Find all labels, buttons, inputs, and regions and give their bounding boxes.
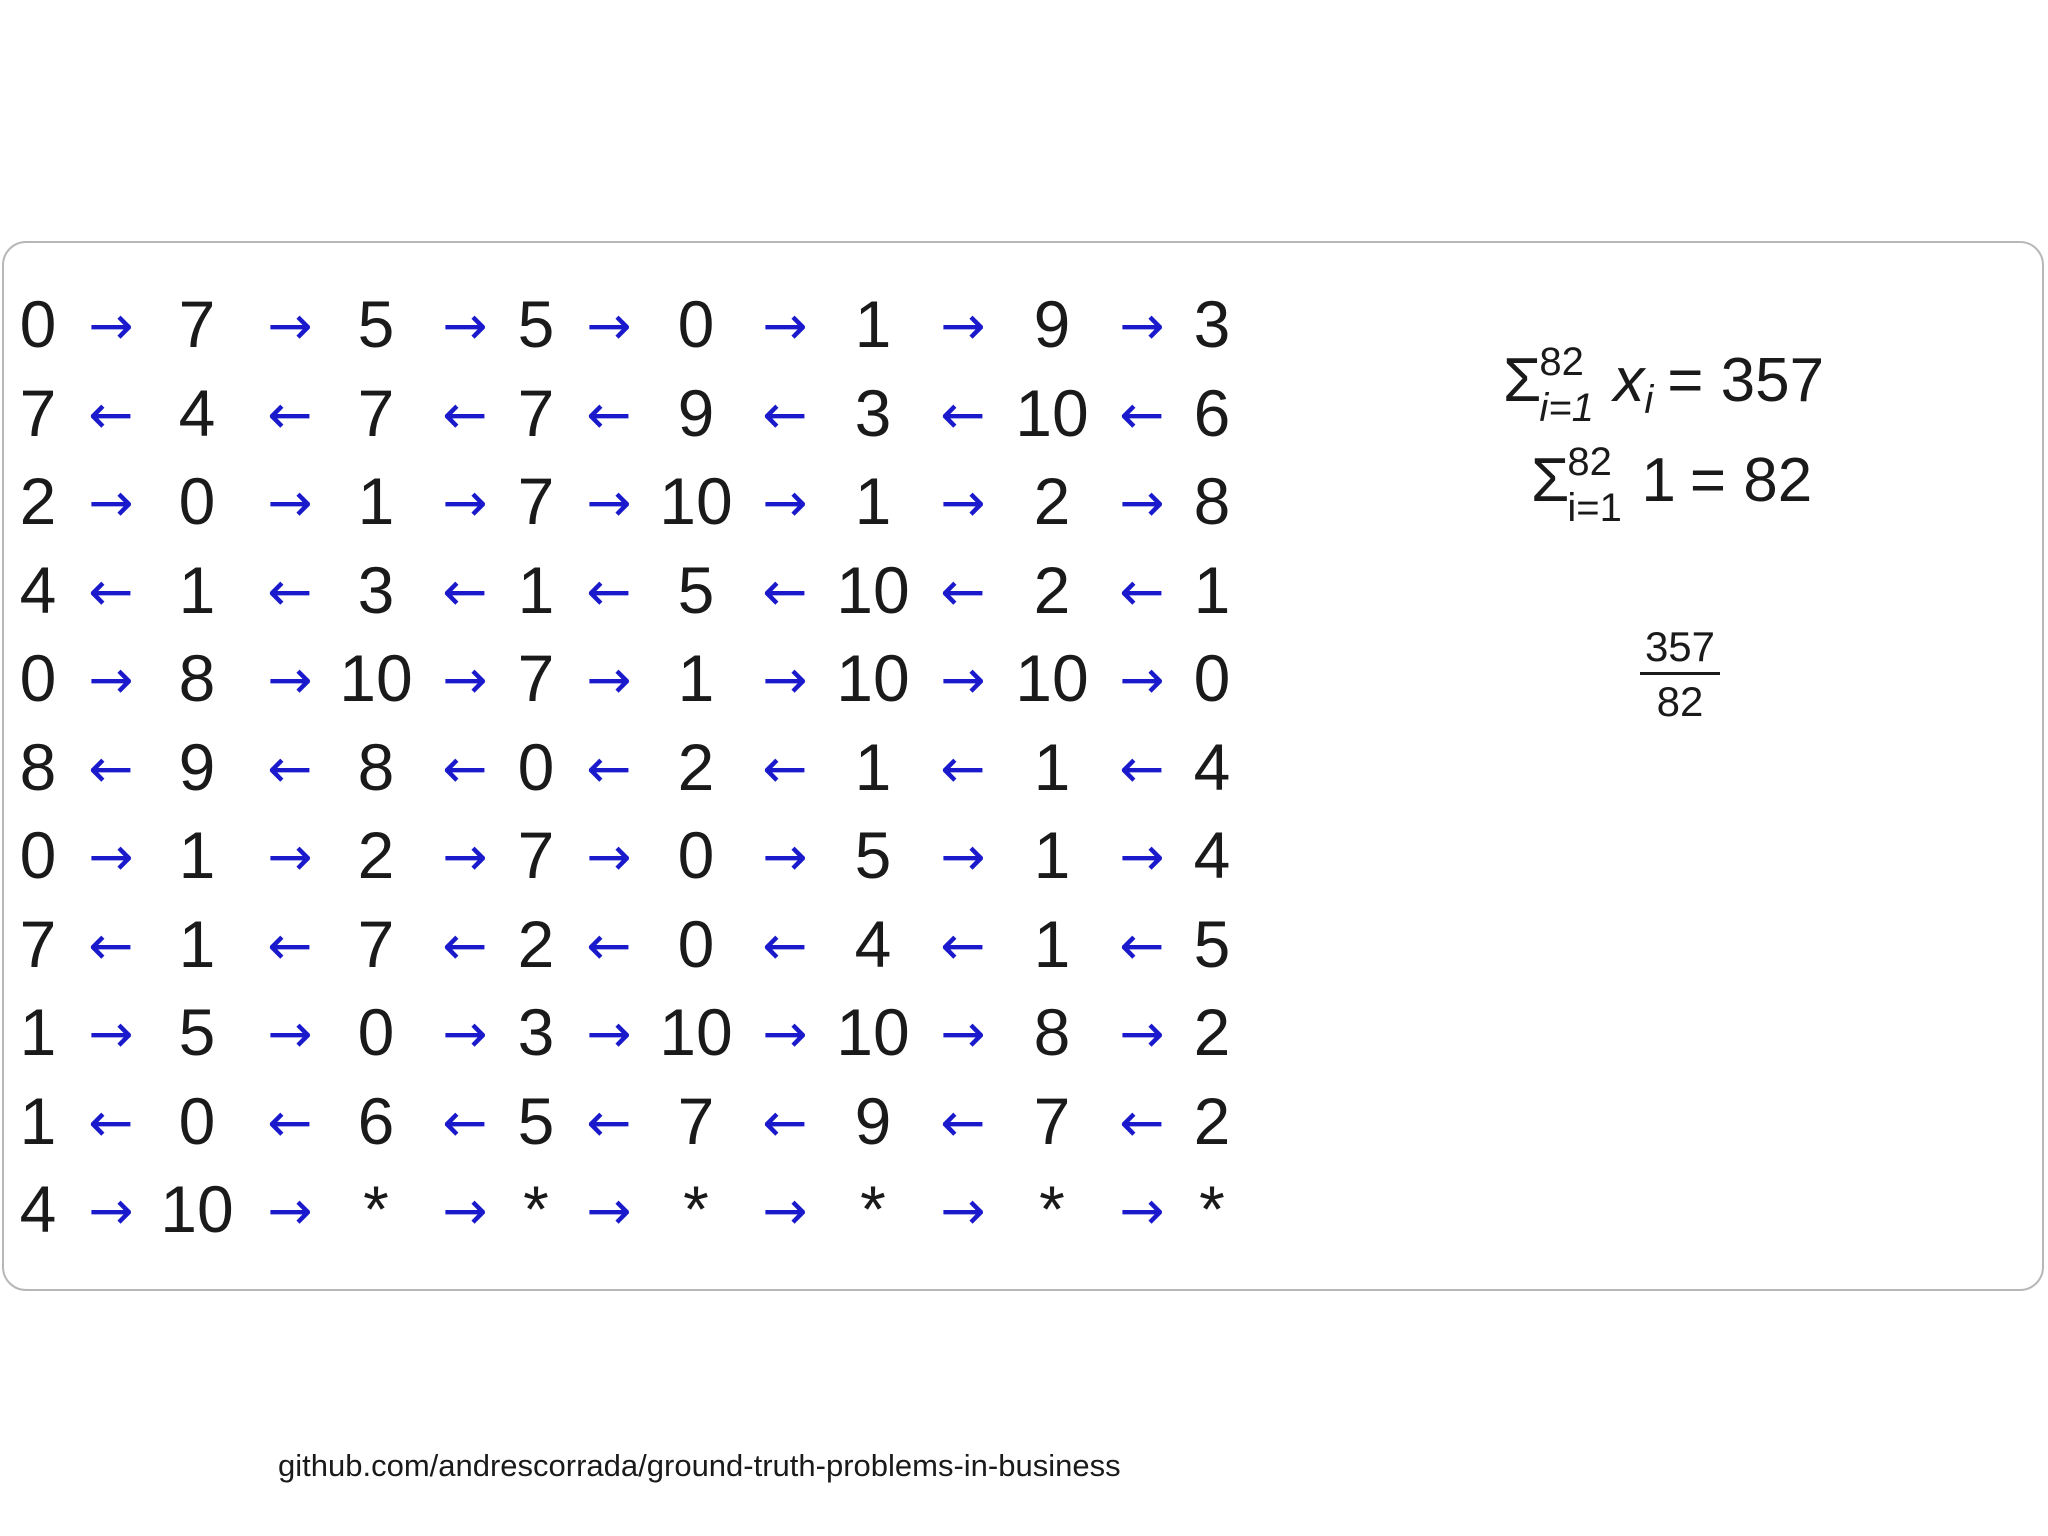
right-arrow-icon: →: [940, 1002, 986, 1065]
right-arrow-icon: →: [442, 825, 488, 888]
grid-value: 7: [357, 375, 395, 450]
mean-fraction: [1640, 623, 1720, 725]
grid-value: 0: [178, 464, 216, 538]
right-arrow-icon: →: [267, 648, 313, 711]
grid-value: *: [363, 1172, 389, 1246]
grid-value: 0: [677, 906, 715, 981]
right-arrow-icon: →: [586, 825, 632, 888]
grid-value: 1: [854, 464, 892, 538]
right-arrow-icon: →: [267, 294, 313, 357]
grid-value: 1: [854, 287, 892, 361]
grid-value: 1: [357, 464, 395, 538]
grid-value: 10: [1015, 375, 1089, 450]
grid-value: *: [523, 1172, 549, 1246]
grid-value: 10: [659, 464, 733, 538]
left-arrow-icon: ←: [762, 736, 808, 800]
left-arrow-icon: ←: [940, 382, 986, 446]
left-arrow-icon: ←: [940, 736, 986, 800]
right-arrow-icon: →: [267, 1002, 313, 1065]
left-arrow-icon: ←: [267, 559, 313, 623]
right-arrow-icon: →: [88, 1002, 134, 1065]
grid-value: 10: [836, 995, 910, 1069]
grid-value: 2: [1033, 552, 1071, 627]
grid-value: 6: [357, 1083, 395, 1158]
left-arrow-icon: ←: [442, 559, 488, 623]
right-arrow-icon: →: [762, 825, 808, 888]
right-arrow-icon: →: [940, 648, 986, 711]
grid-value: *: [860, 1172, 886, 1246]
sum-count-equation: [1531, 440, 1813, 530]
grid-value: 3: [1193, 287, 1231, 361]
grid-value: 0: [19, 641, 57, 715]
grid-value: 1: [19, 1083, 57, 1158]
right-arrow-icon: →: [940, 1179, 986, 1242]
left-arrow-icon: ←: [267, 736, 313, 800]
grid-value: 1: [677, 641, 715, 715]
grid-value: 5: [677, 552, 715, 627]
grid-value: 1: [178, 552, 216, 627]
count-term: 1: [1641, 446, 1676, 515]
grid-value: 7: [517, 375, 555, 450]
sum-upper-limit: 82: [1539, 340, 1584, 384]
sum-lower-limit: i=1: [1567, 486, 1622, 530]
right-arrow-icon: →: [267, 471, 313, 534]
right-arrow-icon: →: [762, 1002, 808, 1065]
sum-term: x: [1613, 346, 1645, 415]
grid-value: 8: [357, 729, 395, 804]
grid-value: 3: [517, 995, 555, 1069]
left-arrow-icon: ←: [267, 913, 313, 977]
grid-value: 10: [836, 552, 910, 627]
grid-value: 0: [357, 995, 395, 1069]
right-arrow-icon: →: [586, 1002, 632, 1065]
right-arrow-icon: →: [1119, 825, 1165, 888]
right-arrow-icon: →: [442, 294, 488, 357]
sum-lower-limit: i=1: [1539, 386, 1594, 430]
grid-value: 10: [339, 641, 413, 715]
left-arrow-icon: ←: [940, 913, 986, 977]
right-arrow-icon: →: [442, 1002, 488, 1065]
right-arrow-icon: →: [586, 471, 632, 534]
grid-value: 0: [677, 818, 715, 892]
grid-value: 0: [19, 818, 57, 892]
grid-value: 9: [854, 1083, 892, 1158]
left-arrow-icon: ←: [88, 559, 134, 623]
grid-value: 5: [178, 995, 216, 1069]
grid-value: 4: [19, 552, 57, 627]
left-arrow-icon: ←: [762, 382, 808, 446]
left-arrow-icon: ←: [940, 1090, 986, 1154]
grid-value: 1: [854, 729, 892, 804]
left-arrow-icon: ←: [442, 382, 488, 446]
grid-value: 9: [677, 375, 715, 450]
grid-value: 7: [517, 818, 555, 892]
grid-value: 7: [677, 1083, 715, 1158]
left-arrow-icon: ←: [586, 736, 632, 800]
grid-value: 2: [677, 729, 715, 804]
grid-value: 5: [357, 287, 395, 361]
right-arrow-icon: →: [442, 648, 488, 711]
sum-limits: [1539, 340, 1605, 430]
left-arrow-icon: ←: [1119, 913, 1165, 977]
source-link-text: github.com/andrescorrada/ground-truth-problems-in-business: [278, 1448, 1121, 1483]
grid-value: 3: [357, 552, 395, 627]
grid-value: 7: [1033, 1083, 1071, 1158]
grid-value: 8: [1033, 995, 1071, 1069]
right-arrow-icon: →: [940, 825, 986, 888]
grid-value: 10: [836, 641, 910, 715]
left-arrow-icon: ←: [442, 913, 488, 977]
right-arrow-icon: →: [762, 648, 808, 711]
right-arrow-icon: →: [442, 1179, 488, 1242]
right-arrow-icon: →: [940, 294, 986, 357]
grid-value: 7: [517, 464, 555, 538]
sum-upper-limit: 82: [1567, 440, 1612, 484]
fraction-numerator: 357: [1640, 626, 1720, 675]
right-arrow-icon: →: [586, 648, 632, 711]
left-arrow-icon: ←: [267, 382, 313, 446]
grid-value: 2: [1193, 995, 1231, 1069]
grid-value: 1: [178, 818, 216, 892]
right-arrow-icon: →: [88, 294, 134, 357]
right-arrow-icon: →: [88, 471, 134, 534]
grid-value: 7: [517, 641, 555, 715]
right-arrow-icon: →: [442, 471, 488, 534]
left-arrow-icon: ←: [1119, 559, 1165, 623]
right-arrow-icon: →: [1119, 471, 1165, 534]
right-arrow-icon: →: [762, 1179, 808, 1242]
grid-value: 0: [677, 287, 715, 361]
grid-value: 2: [357, 818, 395, 892]
sum-values-equation: [1503, 340, 1825, 430]
left-arrow-icon: ←: [1119, 382, 1165, 446]
grid-value: 7: [357, 906, 395, 981]
grid-value: 6: [1193, 375, 1231, 450]
left-arrow-icon: ←: [586, 382, 632, 446]
grid-value: 5: [1193, 906, 1231, 981]
right-arrow-icon: →: [88, 648, 134, 711]
grid-value: 4: [1193, 818, 1231, 892]
right-arrow-icon: →: [586, 294, 632, 357]
left-arrow-icon: ←: [267, 1090, 313, 1154]
grid-value: *: [1039, 1172, 1065, 1246]
grid-value: *: [1199, 1172, 1225, 1246]
grid-value: 0: [517, 729, 555, 804]
right-arrow-icon: →: [1119, 294, 1165, 357]
grid-value: 7: [19, 375, 57, 450]
count-result: = 82: [1689, 446, 1813, 515]
grid-value: 1: [19, 995, 57, 1069]
grid-value: 4: [1193, 729, 1231, 804]
grid-value: 9: [178, 729, 216, 804]
grid-value: 0: [1193, 641, 1231, 715]
left-arrow-icon: ←: [88, 736, 134, 800]
grid-value: 1: [1033, 729, 1071, 804]
sum-term-subscript: i: [1644, 378, 1654, 422]
right-arrow-icon: →: [267, 825, 313, 888]
left-arrow-icon: ←: [88, 382, 134, 446]
left-arrow-icon: ←: [762, 913, 808, 977]
sum-result: = 357: [1667, 346, 1825, 415]
grid-value: 10: [160, 1172, 234, 1246]
grid-value: 10: [1015, 641, 1089, 715]
grid-value: 2: [19, 464, 57, 538]
right-arrow-icon: →: [1119, 648, 1165, 711]
right-arrow-icon: →: [1119, 1179, 1165, 1242]
grid-value: 7: [178, 287, 216, 361]
grid-value: 4: [178, 375, 216, 450]
left-arrow-icon: ←: [442, 1090, 488, 1154]
grid-value: 4: [19, 1172, 57, 1246]
left-arrow-icon: ←: [762, 1090, 808, 1154]
right-arrow-icon: →: [88, 825, 134, 888]
left-arrow-icon: ←: [586, 1090, 632, 1154]
grid-value: 5: [517, 287, 555, 361]
fraction-denominator: 82: [1656, 678, 1704, 725]
grid-value: 7: [19, 906, 57, 981]
left-arrow-icon: ←: [1119, 736, 1165, 800]
left-arrow-icon: ←: [88, 1090, 134, 1154]
grid-value: *: [683, 1172, 709, 1246]
grid-value: 8: [178, 641, 216, 715]
grid-value: 9: [1033, 287, 1071, 361]
right-arrow-icon: →: [267, 1179, 313, 1242]
right-arrow-icon: →: [1119, 1002, 1165, 1065]
grid-value: 0: [178, 1083, 216, 1158]
grid-value: 0: [19, 287, 57, 361]
grid-value: 1: [1193, 552, 1231, 627]
right-arrow-icon: →: [762, 471, 808, 534]
left-arrow-icon: ←: [586, 913, 632, 977]
grid-value: 1: [1033, 906, 1071, 981]
left-arrow-icon: ←: [586, 559, 632, 623]
right-arrow-icon: →: [88, 1179, 134, 1242]
grid-value: 2: [1193, 1083, 1231, 1158]
grid-value: 5: [517, 1083, 555, 1158]
left-arrow-icon: ←: [442, 736, 488, 800]
grid-value: 1: [517, 552, 555, 627]
grid-value: 1: [178, 906, 216, 981]
left-arrow-icon: ←: [1119, 1090, 1165, 1154]
left-arrow-icon: ←: [88, 913, 134, 977]
right-arrow-icon: →: [762, 294, 808, 357]
grid-value: 2: [1033, 464, 1071, 538]
grid-value: 8: [1193, 464, 1231, 538]
left-arrow-icon: ←: [762, 559, 808, 623]
grid-value: 4: [854, 906, 892, 981]
grid-value: 8: [19, 729, 57, 804]
right-arrow-icon: →: [940, 471, 986, 534]
left-arrow-icon: ←: [940, 559, 986, 623]
grid-value: 10: [659, 995, 733, 1069]
sigma-symbol: Σ: [1503, 346, 1542, 415]
grid-value: 1: [1033, 818, 1071, 892]
grid-value: 3: [854, 375, 892, 450]
right-arrow-icon: →: [586, 1179, 632, 1242]
sigma-symbol: Σ: [1531, 446, 1570, 515]
grid-value: 2: [517, 906, 555, 981]
grid-value: 5: [854, 818, 892, 892]
sum-limits: [1567, 440, 1633, 530]
